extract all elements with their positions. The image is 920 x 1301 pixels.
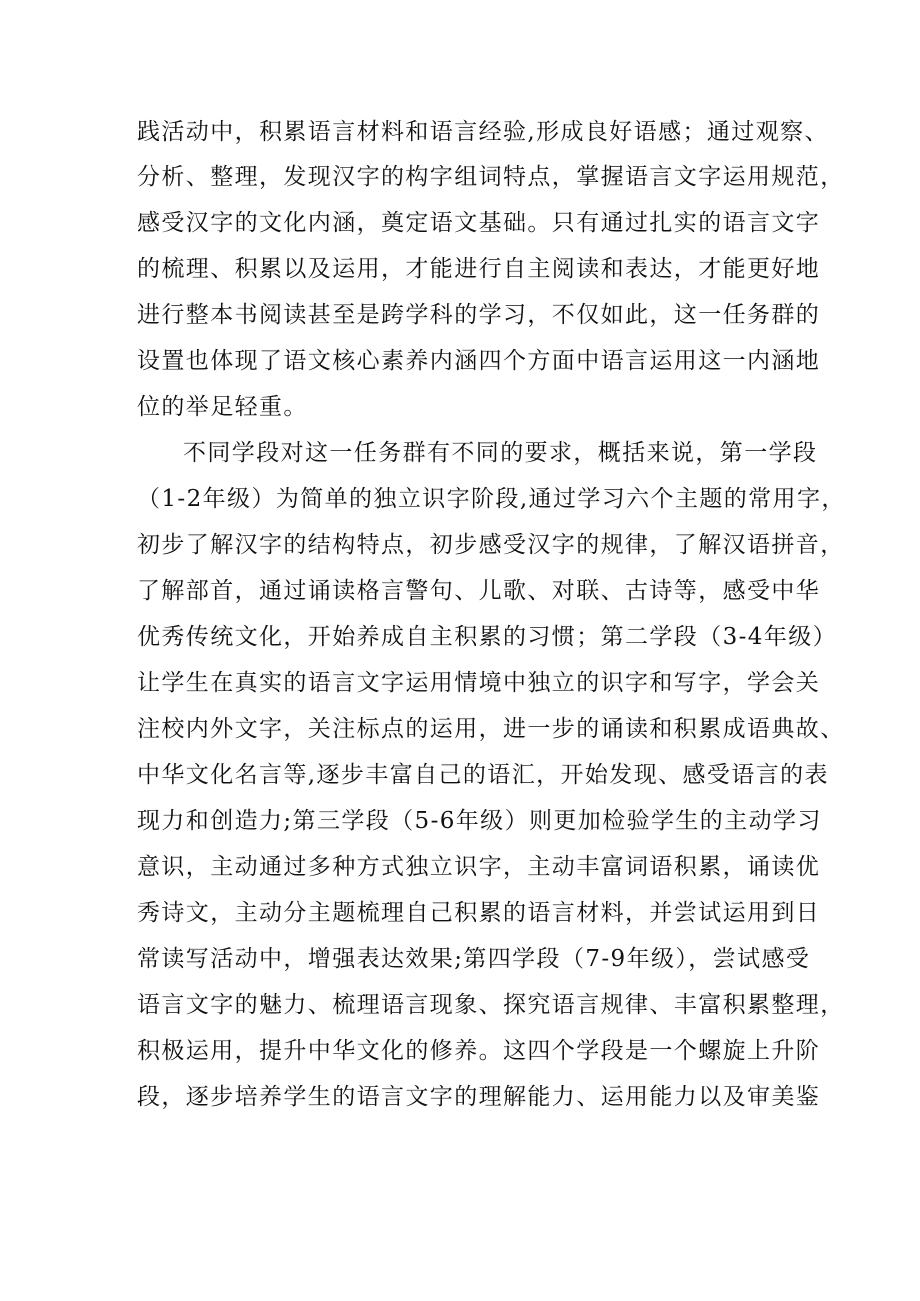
text-line: 让学生在真实的语言文字运用情境中独立的识字和写字，学会关 xyxy=(137,670,821,696)
text-line: 常读写活动中，增强表达效果;第四学段（7-9年级），尝试感受 xyxy=(137,946,811,972)
text-line: 段，逐步培养学生的语言文字的理解能力、运用能力以及审美鉴 xyxy=(137,1084,821,1110)
text-line: 进行整本书阅读甚至是跨学科的学习，不仅如此，这一任务群的 xyxy=(137,302,821,328)
text-line: 秀诗文，主动分主题梳理自己积累的语言材料，并尝试运用到日 xyxy=(137,900,821,926)
text-line: 位的举足轻重。 xyxy=(137,394,308,420)
text-line xyxy=(137,1123,797,1163)
text-line: 优秀传统文化，开始养成自主积累的习惯；第二学段（3-4年级） xyxy=(137,624,838,650)
text-line: 分析、整理，发现汉字的构字组词特点，掌握语言文字运用规范， xyxy=(137,164,845,190)
text-line-indented: 不同学段对这一任务群有不同的要求，概括来说，第一学段 xyxy=(183,440,818,466)
text-line: 现力和创造力;第三学段（5-6年级）则更加检验学生的主动学习 xyxy=(137,808,822,834)
text-line: 初步了解汉字的结构特点，初步感受汉字的规律，了解汉语拼音， xyxy=(137,532,845,558)
text-line: 积极运用，提升中华文化的修养。这四个学段是一个螺旋上升阶 xyxy=(137,1038,821,1064)
text-line: 中华文化名言等,逐步丰富自己的语汇，开始发现、感受语言的表 xyxy=(137,762,829,788)
text-line: 了解部首，通过诵读格言警句、儿歌、对联、古诗等，感受中华 xyxy=(137,578,821,604)
text-line: 设置也体现了语文核心素养内涵四个方面中语言运用这一内涵地 xyxy=(137,348,821,374)
text-line: 语言文字的魅力、梳理语言现象、探究语言规律、丰富积累整理， xyxy=(137,992,845,1018)
text-line: 的梳理、积累以及运用，才能进行自主阅读和表达，才能更好地 xyxy=(137,256,821,282)
text-line: 感受汉字的文化内涵，奠定语文基础。只有通过扎实的语言文字 xyxy=(137,210,821,236)
text-line: 注校内外文字，关注标点的运用，进一步的诵读和积累成语典故、 xyxy=(137,716,845,742)
text-line: 践活动中，积累语言材料和语言经验,形成良好语感；通过观察、 xyxy=(137,119,829,145)
text-line: （1-2年级）为简单的独立识字阶段,通过学习六个主题的常用字， xyxy=(137,486,846,512)
text-line: 意识，主动通过多种方式独立识字，主动丰富词语积累，诵读优 xyxy=(137,854,821,880)
